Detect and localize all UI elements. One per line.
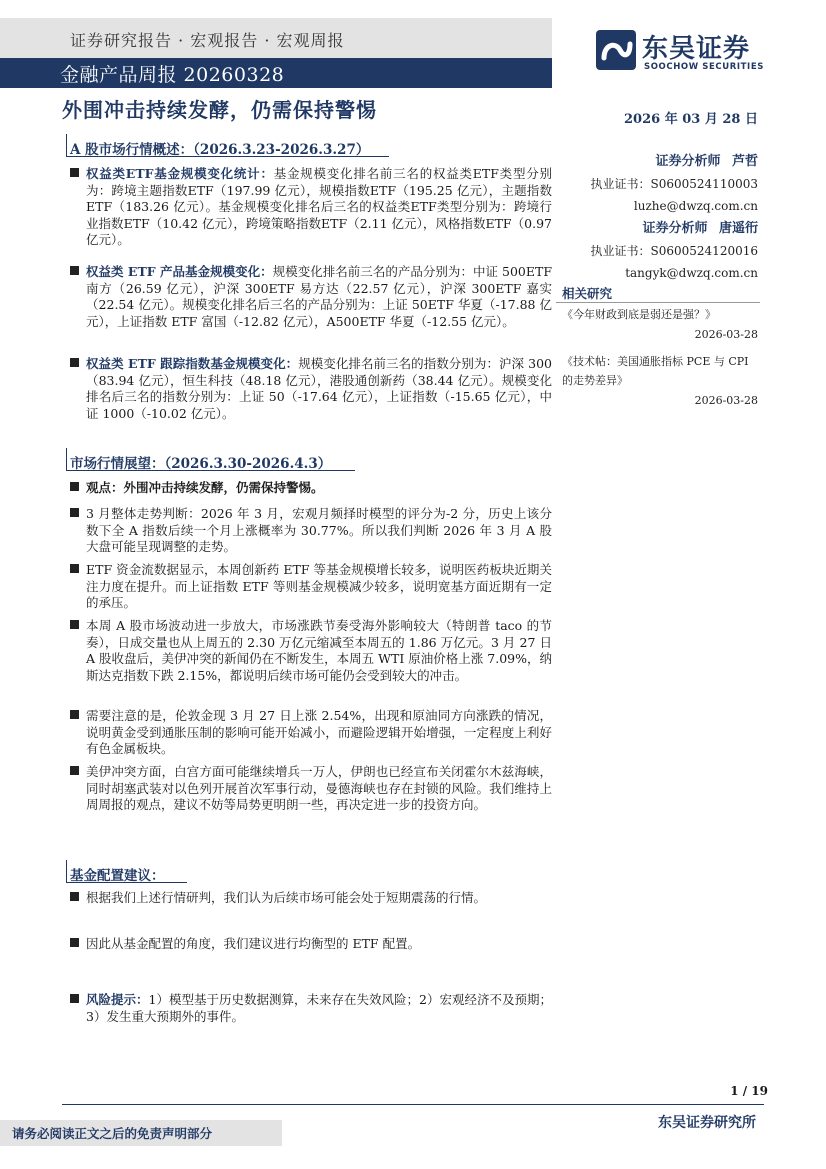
paragraph-geopolitics [86,764,552,814]
bullet-icon [70,482,79,491]
paragraph-body: 美伊冲突方面，白宫方面可能继续增兵一万人，伊朗也已经宣布关闭霍尔木兹海峡，同时胡塞武装对以色列开展首次军事行动，曼德海峡也存在封锁的风险。我们维持上周周报的观点，建议不妨等局势更明朗一些，再决定进一步的投资方向。 [86,764,552,812]
section-heading-frame [66,448,355,471]
bullet-icon [70,766,79,775]
analyst-name: 唐遥衎 [718,221,758,236]
logo-text-en: SOOCHOW SECURITIES [644,62,764,72]
bullet-icon [70,358,79,367]
related-research-heading: 相关研究 [562,286,613,301]
related-divider [556,302,760,303]
soochow-logo-icon [596,30,636,70]
logo-text-cn: 东吴证券 [642,34,751,64]
paragraph-lead: 风险提示： [86,992,149,1007]
paragraph-body: 因此从基金配置的角度，我们建议进行均衡型的 ETF 配置。 [86,936,421,951]
page-title: 外围冲击持续发酵，仍需保持警惕 [62,98,377,122]
footer-divider [62,1104,764,1105]
related-item-2-title[interactable] [562,352,749,390]
paragraph-allocation-1 [86,890,552,907]
section-heading-outlook: 市场行情展望：（2026.3.30-2026.4.3） [70,456,332,472]
paragraph-lead: 权益类 ETF 产品基金规模变化： [86,264,273,279]
analyst-cert: 执业证书：S0600524120016 [590,244,758,258]
analyst-role: 证券分析师 [642,221,708,236]
related-item-1-date: 2026-03-28 [694,328,758,341]
bullet-icon [70,892,79,901]
paragraph-body: 1）模型基于历史数据测算，未来存在失效风险；2）宏观经济不及预期；3）发生重大预期外的事件。 [86,992,552,1024]
paragraph-monthly-trend [86,506,552,556]
paragraph-body: 根据我们上述行情研判，我们认为后续市场可能会处于短期震荡的行情。 [86,890,487,905]
paragraph-body: 需要注意的是，伦敦金现 3 月 27 日上涨 2.54%，出现和原油同方向涨跌的情况，说明黄金受到通胀压制的影响可能开始减小，而避险逻辑开始增强，一定程度上利好有色金属板块。 [86,708,552,756]
paragraph-lead: 权益类 ETF 跟踪指数基金规模变化： [86,356,299,371]
related-item-2-title-line: 的走势差异》 [562,374,628,387]
section-heading-frame [66,860,187,883]
paragraph-lead: 权益类ETF基金规模变化统计： [86,166,274,181]
view-statement: 观点：外围冲击持续发酵，仍需保持警惕。 [86,480,324,495]
related-item-2-title-line: 《技术帖：美国通胀指标 PCE 与 CPI [562,355,749,368]
paragraph-body: 规模变化排名前三名的产品分别为：中证 500ETF 南方（26.59 亿元），沪深 300ETF 易方达（22.57 亿元），沪深 300ETF 嘉实（22.54 亿元）。规模变化排名后三名的产品分别为：上证 50ETF 华夏（-17.88 亿元），上证指数 ETF 富国（-12.82 亿元），A500ETF 华夏（-12.55 亿元）。 [86,264,552,329]
paragraph-market-volatility [86,618,552,684]
institute-name: 东吴证券研究所 [658,1115,756,1131]
analyst-email: tangyk@dwzq.com.cn [625,266,758,280]
section-heading-allocation: 基金配置建议： [70,868,165,884]
disclaimer-text[interactable]: 请务必阅读正文之后的免责声明部分 [12,1126,213,1141]
analyst-email: luzhe@dwzq.com.cn [633,199,758,213]
section-heading-market-overview: A 股市场行情概述：（2026.3.23-2026.3.27） [70,142,370,158]
analyst-role: 证券分析师 [655,154,721,169]
bullet-icon [70,168,79,177]
related-item-2-date: 2026-03-28 [694,394,758,407]
related-item-1-title[interactable]: 《今年财政到底是弱还是强？》 [562,308,716,321]
paragraph-body: 基金规模变化排名前三名的权益类ETF类型分别为：跨境主题指数ETF（197.99 亿元），规模指数ETF（195.25 亿元），主题指数ETF（183.26 亿元）。基金规模变化排名后三名的权益类ETF类型分别为：跨境行业指数ETF（10.42 亿元），跨境策略指数ETF（2.11 亿元），风格指数ETF（0.97 亿元）。 [86,166,552,247]
paragraph-etf-index-scale [86,356,552,422]
paragraph-view [86,480,552,497]
paragraph-body: 3 月整体走势判断：2026 年 3 月，宏观月频择时模型的评分为-2 分，历史上该分数下全 A 指数后续一个月上涨概率为 30.77%。所以我们判断 2026 年 3 月 A 股大盘可能呈现调整的走势。 [86,506,552,554]
report-date: 2026 年 03 月 28 日 [624,112,758,127]
analyst-block-1 [591,150,758,284]
page-number: 1 / 19 [730,1084,768,1098]
paragraph-body: 本周 A 股市场波动进一步放大，市场涨跌节奏受海外影响较大（特朗普 taco 的节奏），日成交量也从上周五的 2.30 万亿元缩减至本周五的 1.86 万亿元。3 月 27 日 A 股收盘后，美伊冲突的新闻仍在不断发生，本周五 WTI 原油价格上涨 7.09%，纳斯达克指数下跌 2.15%，都说明后续市场可能仍会受到较大的冲击。 [86,618,552,683]
bullet-icon [70,266,79,275]
analyst-name: 芦哲 [731,154,758,169]
analyst-cert: 执业证书：S0600524110003 [590,177,758,191]
bullet-icon [70,508,79,517]
paragraph-etf-type-scale [86,166,552,249]
paragraph-etf-product-scale [86,264,552,330]
bullet-icon [70,938,79,947]
bullet-icon [70,620,79,629]
paragraph-risk [86,992,552,1025]
report-name: 金融产品周报 20260328 [60,64,285,86]
bullet-icon [70,564,79,573]
paragraph-etf-flow [86,562,552,612]
paragraph-body: ETF 资金流数据显示，本周创新药 ETF 等基金规模增长较多，说明医药板块近期关注力度在提升。而上证指数 ETF 等则基金规模减少较多，说明宽基方面近期有一定的承压。 [86,562,552,610]
paragraph-gold [86,708,552,758]
bullet-icon [70,994,79,1003]
paragraph-body: 规模变化排名前三名的指数分别为：沪深 300（83.94 亿元），恒生科技（48.18 亿元），港股通创新药（38.44 亿元）。规模变化排名后三名的指数分别为：上证 50（-17.64 亿元），上证指数（-15.65 亿元），中证 1000（-10.02 亿元）。 [86,356,552,421]
paragraph-allocation-2 [86,936,552,953]
bullet-icon [70,710,79,719]
report-category: 证券研究报告 · 宏观报告 · 宏观周报 [70,31,345,50]
section-heading-frame [66,134,389,157]
